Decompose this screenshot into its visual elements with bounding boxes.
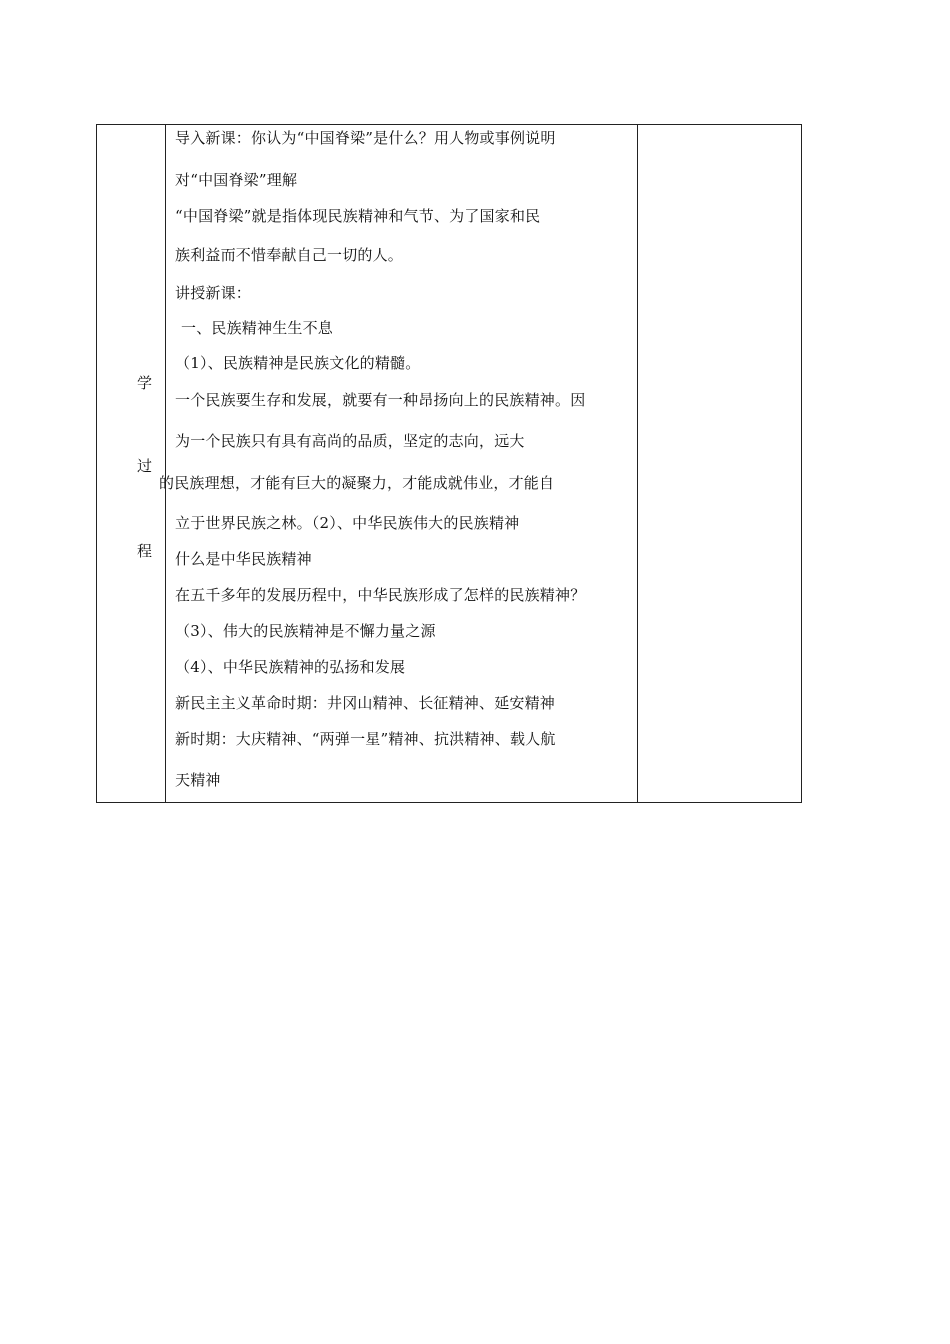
column-divider-left	[165, 125, 166, 802]
history-question: 在五千多年的发展历程中，中华民族形成了怎样的民族精神？	[175, 586, 586, 604]
point-1: （1）、民族精神是民族文化的精髓。	[175, 354, 421, 372]
intro-prompt: 对“中国脊梁”理解	[175, 171, 298, 189]
new-lesson-heading: 讲授新课：	[175, 284, 252, 302]
paragraph-line-3: 的民族理想，才能有巨大的凝聚力，才能成就伟业，才能自	[159, 474, 555, 492]
paragraph-line-1: 一个民族要生存和发展，就要有一种昂扬向上的民族精神。因	[175, 391, 586, 409]
point-3: （3）、伟大的民族精神是不懈力量之源	[175, 622, 436, 640]
question-line: 什么是中华民族精神	[175, 550, 312, 568]
column-divider-right	[637, 125, 638, 802]
point-4: （4）、中华民族精神的弘扬和发展	[175, 658, 406, 676]
intro-question: 导入新课：你认为“中国脊梁”是什么？用人物或事例说明	[175, 129, 556, 147]
section-one-heading: 一、民族精神生生不息	[181, 319, 334, 337]
definition-line-1: “中国脊梁”就是指体现民族精神和气节、为了国家和民	[175, 207, 541, 225]
revolution-period-line: 新民主主义革命时期：井冈山精神、长征精神、延安精神	[175, 694, 556, 712]
side-label-guo: 过	[137, 457, 153, 475]
paragraph-line-4: 立于世界民族之林。（2）、中华民族伟大的民族精神	[175, 514, 520, 532]
new-period-line-2: 天精神	[175, 771, 221, 789]
side-label-cheng: 程	[137, 542, 153, 560]
definition-line-2: 族利益而不惜奉献自己一切的人。	[175, 246, 404, 264]
paragraph-line-2: 为一个民族只有具有高尚的品质，坚定的志向，远大	[175, 432, 525, 450]
side-label-xue: 学	[137, 374, 153, 392]
new-period-line-1: 新时期：大庆精神、“两弹一星”精神、抗洪精神、载人航	[175, 730, 556, 748]
lesson-table	[96, 124, 802, 803]
